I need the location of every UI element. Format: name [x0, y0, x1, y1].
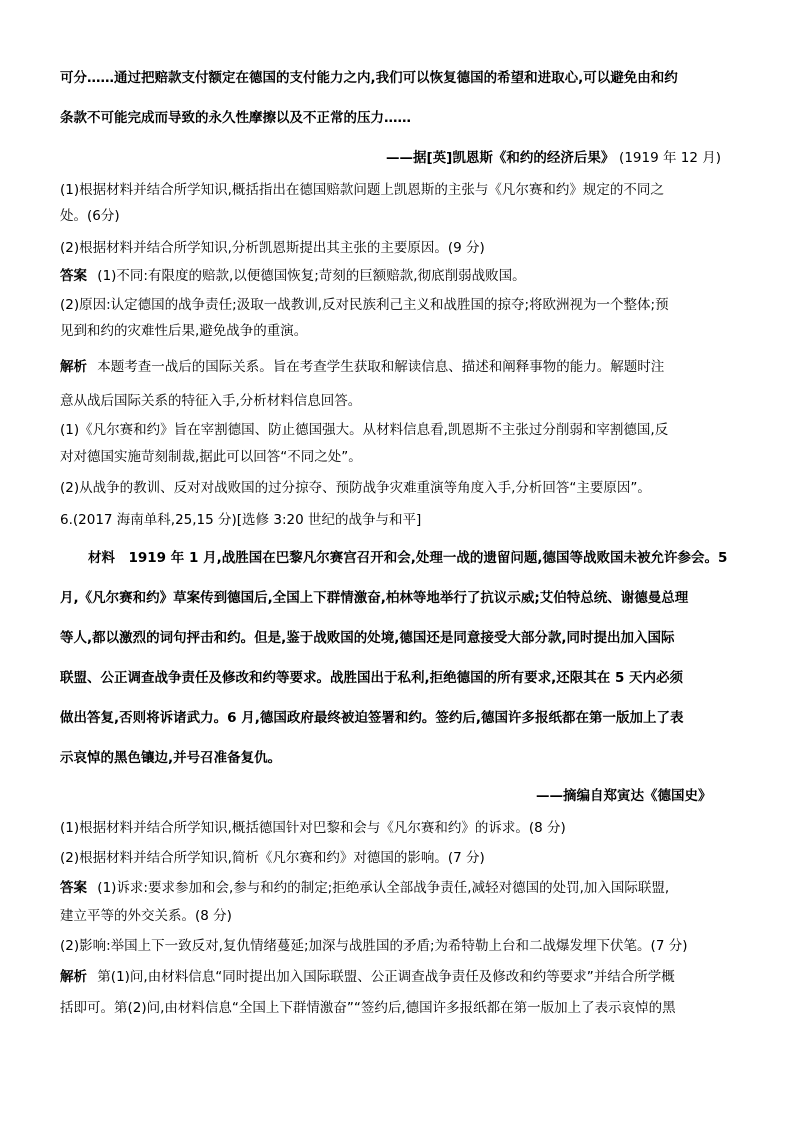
q5-material-line-2: 条款不可能完成而导致的永久性摩擦以及不正常的压力……	[60, 110, 411, 126]
q6-analysis-row	[60, 967, 675, 987]
q5-question-1-line-1: (1)根据材料并结合所学知识,概括指出在德国赔款问题上凯恩斯的主张与《凡尔赛和约》规定的不同之	[60, 182, 664, 198]
q5-analysis-row	[60, 357, 664, 377]
q6-question-1: (1)根据材料并结合所学知识,概括德国针对巴黎和会与《凡尔赛和约》的诉求。(8 分)	[60, 820, 566, 836]
q5-material-line-1: 可分……通过把赔款支付额定在德国的支付能力之内,我们可以恢复德国的希望和进取心,可以避免由和约	[60, 70, 678, 86]
q6-heading: 6.(2017 海南单科,25,15 分)[选修 3:20 世纪的战争与和平]	[60, 512, 422, 528]
q5-answer-2-line-2: 见到和约的灾难性后果,避免战争的重演。	[60, 323, 308, 339]
q6-material-line-6: 示哀悼的黑色镶边,并号召准备复仇。	[60, 750, 282, 766]
q6-analysis-line-1: 第(1)问,由材料信息“同时提出加入国际联盟、公正调查战争责任及修改和约等要求”并结合所学概	[97, 969, 675, 985]
q6-answer-1-line-2: 建立平等的外交关系。(8 分)	[60, 908, 232, 924]
q6-answer-1-row	[60, 878, 669, 898]
q6-source: ——摘编自郑寅达《德国史》	[536, 788, 712, 804]
q6-answer-1-line-1: (1)诉求:要求参加和会,参与和约的制定;拒绝承认全部战争责任,减轻对德国的处罚,加入国际联盟,	[97, 880, 670, 896]
q5-analysis-label: 解析	[60, 359, 87, 375]
q6-answer-2: (2)影响:举国上下一致反对,复仇情绪蔓延;加深与战胜国的矛盾;为希特勒上台和二战爆发埋下伏笔。(7 分)	[60, 938, 688, 954]
q6-material-line-3: 等人,都以激烈的词句抨击和约。但是,鉴于战败国的处境,德国还是同意接受大部分款,同时提出加入国际	[60, 630, 675, 646]
q5-analysis-line-5: (2)从战争的教训、反对对战败国的过分掠夺、预防战争灾难重演等角度入手,分析回答“主要原因”。	[60, 480, 651, 496]
q5-answer-1-row	[60, 266, 526, 286]
q6-question-2: (2)根据材料并结合所学知识,简析《凡尔赛和约》对德国的影响。(7 分)	[60, 850, 485, 866]
q5-source-date: (1919 年 12 月)	[619, 150, 721, 166]
q5-source	[386, 148, 721, 168]
q5-analysis-line-3: (1)《凡尔赛和约》旨在宰割德国、防止德国强大。从材料信息看,凯恩斯不主张过分削弱和宰割德国,反	[60, 422, 669, 438]
q6-analysis-line-2: 括即可。第(2)问,由材料信息“全国上下群情激奋”“签约后,德国许多报纸都在第一版加上了表示哀悼的黑	[60, 1000, 676, 1016]
q5-analysis-line-4: 对对德国实施苛刻制裁,据此可以回答“不同之处”。	[60, 449, 362, 465]
q5-analysis-line-1: 本题考查一战后的国际关系。旨在考查学生获取和解读信息、描述和阐释事物的能力。解题时注	[97, 359, 665, 375]
q6-analysis-label: 解析	[60, 969, 87, 985]
q5-analysis-line-2: 意从战后国际关系的特征入手,分析材料信息回答。	[60, 393, 362, 409]
q6-material-line-1: 材料 1919 年 1 月,战胜国在巴黎凡尔赛宫召开和会,处理一战的遗留问题,德国等战败国未被允许参会。5	[88, 550, 728, 566]
q5-question-1-line-2: 处。(6分)	[60, 208, 120, 224]
q6-answer-label: 答案	[60, 880, 87, 896]
q6-material-line-2: 月,《凡尔赛和约》草案传到德国后,全国上下群情激奋,柏林等地举行了抗议示威;艾伯特总统、谢德曼总理	[60, 590, 689, 606]
q5-answer-1: (1)不同:有限度的赔款,以便德国恢复;苛刻的巨额赔款,彻底削弱战败国。	[97, 268, 526, 284]
q6-material-line-5: 做出答复,否则将诉诸武力。6 月,德国政府最终被迫签署和约。签约后,德国许多报纸都在第一版加上了表	[60, 710, 684, 726]
q5-answer-label: 答案	[60, 268, 87, 284]
q5-question-2: (2)根据材料并结合所学知识,分析凯恩斯提出其主张的主要原因。(9 分)	[60, 240, 485, 256]
q5-source-title: ——据[英]凯恩斯《和约的经济后果》	[386, 150, 615, 166]
q6-material-line-4: 联盟、公正调查战争责任及修改和约等要求。战胜国出于私利,拒绝德国的所有要求,还限其在 5 天内必须	[60, 670, 684, 686]
q5-answer-2-line-1: (2)原因:认定德国的战争责任;汲取一战教训,反对民族利己主义和战胜国的掠夺;将欧洲视为一个整体;预	[60, 297, 669, 313]
